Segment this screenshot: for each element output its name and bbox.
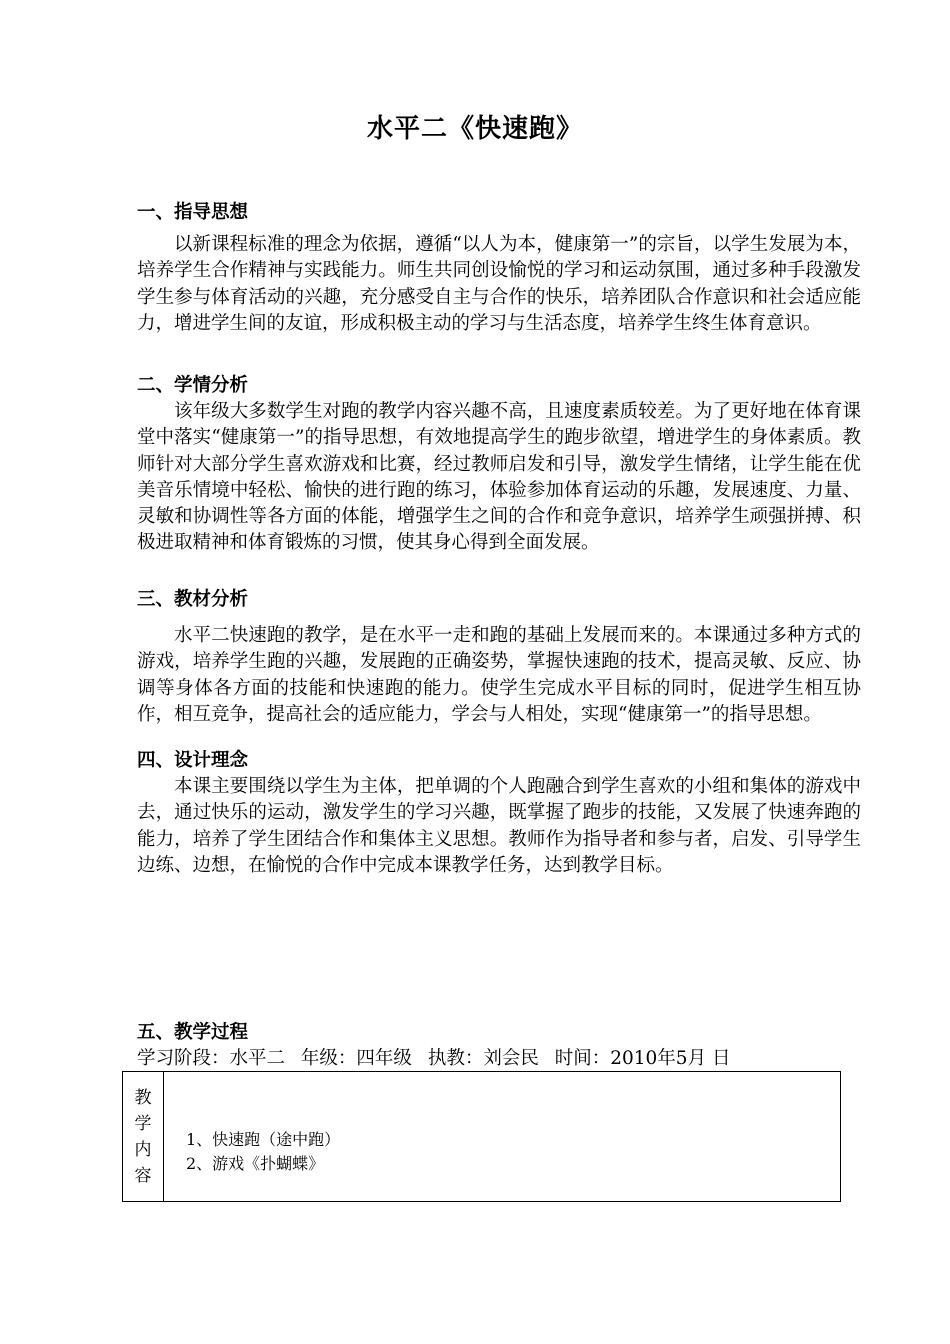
section-heading: 五、教学过程 [137,1022,249,1043]
lesson-info-line [137,1046,867,1072]
label-char: 内 [134,1139,152,1160]
content-item: 2、游戏《扑蝴蝶》 [186,1153,325,1173]
section-guiding-ideology [137,200,861,337]
label-char: 容 [134,1165,152,1186]
info-teacher: 执教：刘会民 [427,1048,539,1069]
content-item: 1、快速跑（途中跑） [186,1129,341,1149]
section-heading: 四、设计理念 [137,750,249,771]
info-grade: 年级：四年级 [300,1048,412,1069]
section-teaching-process [137,1020,861,1046]
section-design-concept [137,748,861,879]
section-paragraph: 水平二快速跑的教学，是在水平一走和跑的基础上发展而来的。本课通过多种方式的游戏，培养学生跑的兴趣，发展跑的正确姿势，掌握快速跑的技术，提高灵敏、反应、协调等身体各方面的技能和快速跑的能力。使学生完成水平目标的同时，促进学生相互协作，相互竞争，提高社会的适应能力，学会与人相处，实现“健康第一”的指导思想。 [137,625,861,725]
section-learner-analysis [137,373,861,557]
section-heading: 一、指导思想 [137,202,249,223]
section-heading: 三、教材分析 [137,589,249,610]
label-char: 教 [134,1087,152,1108]
teaching-content-table [122,1071,841,1202]
teaching-content-label [123,1072,164,1202]
label-char: 学 [134,1113,152,1134]
section-paragraph: 以新课程标准的理念为依据，遵循“以人为本，健康第一”的宗旨，以学生发展为本，培养学生合作精神与实践能力。师生共同创设愉悦的学习和运动氛围，通过多种手段激发学生参与体育活动的兴趣，充分感受自主与合作的快乐，培养团队合作意识和社会适应能力，增进学生间的友谊，形成积极主动的学习与生活态度，培养学生终生体育意识。 [137,234,861,334]
table-row [123,1072,841,1202]
section-paragraph: 本课主要围绕以学生为主体，把单调的个人跑融合到学生喜欢的小组和集体的游戏中去，通过快乐的运动，激发学生的学习兴趣，既掌握了跑步的技能，又发展了快速奔跑的能力，培养了学生团结合作和集体主义思想。教师作为指导者和参与者，启发、引导学生边练、边想，在愉悦的合作中完成本课教学任务，达到教学目标。 [137,776,861,876]
section-heading: 二、学情分析 [137,375,249,396]
section-paragraph: 该年级大多数学生对跑的教学内容兴趣不高，且速度素质较差。为了更好地在体育课堂中落实“健康第一”的指导思想，有效地提高学生的跑步欲望，增进学生的身体素质。教师针对大部分学生喜欢游戏和比赛，经过教师启发和引导，激发学生情绪，让学生能在优美音乐情境中轻松、愉快的进行跑的练习，体验参加体育运动的乐趣，发展速度、力量、灵敏和协调性等各方面的体能，增强学生之间的合作和竞争意识，培养学生顽强拼搏、积极进取精神和体育锻炼的习惯，使其身心得到全面发展。 [137,401,861,554]
section-material-analysis [137,587,861,728]
info-stage: 学习阶段：水平二 [137,1048,286,1069]
info-time: 时间：2010年5月 日 [554,1048,731,1069]
document-title: 水平二《快速跑》 [366,114,583,144]
teaching-content-cell [164,1072,841,1202]
